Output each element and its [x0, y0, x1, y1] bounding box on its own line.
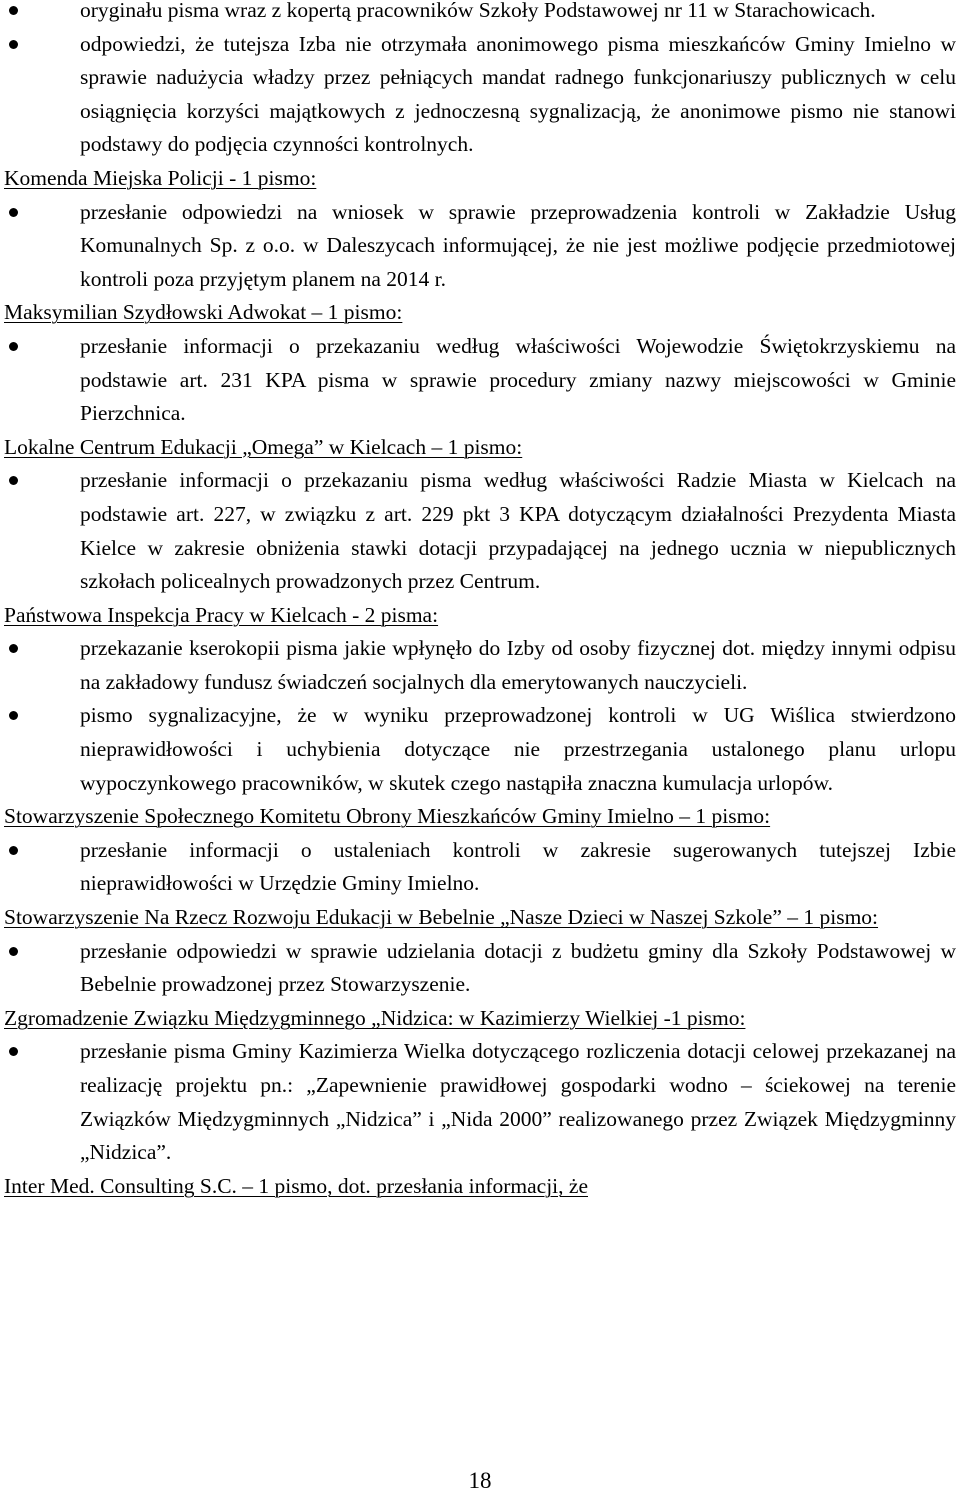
bullet-list	[4, 632, 956, 800]
section-heading: Inter Med. Consulting S.C. – 1 pismo, dot. przesłania informacji, że	[4, 1173, 588, 1198]
bullet-text: przesłanie informacji o ustaleniach kontroli w zakresie sugerowanych tutejszej Izbie nieprawidłowości w Urzędzie Gminy Imielno.	[80, 837, 956, 896]
section-heading: Komenda Miejska Policji - 1 pismo:	[4, 165, 317, 190]
bullet-text: przesłanie informacji o przekazaniu według właściwości Wojewodzie Świętokrzyskiemu na podstawie art. 231 KPA pisma w sprawie procedury zmiany nazwy miejscowości w Gminie Pierzchnica.	[80, 333, 956, 426]
bullet-item	[4, 0, 956, 28]
bullet-list	[4, 0, 956, 162]
bullet-item	[4, 699, 956, 800]
section-heading: Państwowa Inspekcja Pracy w Kielcach - 2 pisma:	[4, 602, 439, 627]
bullet-list	[4, 196, 956, 297]
section-heading: Stowarzyszenie Na Rzecz Rozwoju Edukacji w Bebelnie „Nasze Dzieci w Naszej Szkole” – 1 pismo:	[4, 905, 879, 930]
bullet-dot-icon	[9, 476, 18, 485]
bullet-text: przesłanie informacji o przekazaniu pisma według właściwości Radzie Miasta w Kielcach na podstawie art. 227, w związku z art. 229 pkt 3 KPA dotyczącym działalności Prezydenta Miasta Kielce w zakresie obniżenia stawki dotacji przypadającej na jednego ucznia w niepublicznych szkołach policealnych prowadzonych przez Centrum.	[80, 468, 956, 594]
bullet-text: przesłanie pisma Gminy Kazimierza Wielka dotyczącego rozliczenia dotacji celowej przekazanej na realizację projektu pn.: „Zapewnienie prawidłowej gospodarki wodno – ściekowej na terenie Związków Międzygminnych „Nidzica” i „Nida 2000” realizowanego przez Związek Międzygminny „Nidzica”.	[80, 1039, 956, 1165]
section-heading: Maksymilian Szydłowski Adwokat – 1 pismo:	[4, 300, 403, 325]
section-heading: Lokalne Centrum Edukacji „Omega” w Kielcach – 1 pismo:	[4, 434, 523, 459]
bullet-item	[4, 28, 956, 162]
bullet-dot-icon	[9, 208, 18, 217]
bullet-item	[4, 1035, 956, 1169]
bullet-list	[4, 330, 956, 431]
document-body	[4, 0, 956, 1203]
bullet-text: przesłanie odpowiedzi w sprawie udzielania dotacji z budżetu gminy dla Szkoły Podstawowej w Bebelnie prowadzonej przez Stowarzyszenie.	[80, 938, 956, 997]
bullet-dot-icon	[9, 40, 18, 49]
bullet-item	[4, 196, 956, 297]
bullet-item	[4, 935, 956, 1002]
bullet-list	[4, 464, 956, 598]
bullet-list	[4, 834, 956, 901]
bullet-dot-icon	[9, 1047, 18, 1056]
bullet-text: odpowiedzi, że tutejsza Izba nie otrzymała anonimowego pisma mieszkańców Gminy Imielno w sprawie nadużycia władzy przez pełniących mandat radnego funkcjonariuszy publicznych w celu osiągnięcia korzyści majątkowych z jednoczesną sygnalizacją, że anonimowe pismo nie stanowi podstawy do podjęcia czynności kontrolnych.	[80, 31, 956, 157]
bullet-item	[4, 632, 956, 699]
bullet-text: oryginału pisma wraz z kopertą pracowników Szkoły Podstawowej nr 11 w Starachowicach.	[80, 0, 876, 22]
bullet-item	[4, 834, 956, 901]
page-number: 18	[468, 1468, 492, 1493]
section-heading: Stowarzyszenie Społecznego Komitetu Obrony Mieszkańców Gminy Imielno – 1 pismo:	[4, 804, 771, 829]
bullet-text: przesłanie odpowiedzi na wniosek w sprawie przeprowadzenia kontroli w Zakładzie Usług Komunalnych Sp. z o.o. w Daleszycach informującej, że nie jest możliwe podjęcie przedmiotowej kontroli poza przyjętym planem na 2014 r.	[80, 199, 956, 291]
bullet-dot-icon	[9, 846, 18, 855]
bullet-dot-icon	[9, 644, 18, 653]
bullet-text: przekazanie kserokopii pisma jakie wpłynęło do Izby od osoby fizycznej dot. między innymi odpisu na zakładowy fundusz świadczeń socjalnych dla emerytowanych nauczycieli.	[80, 636, 956, 694]
bullet-dot-icon	[9, 711, 18, 720]
bullet-dot-icon	[9, 6, 18, 15]
bullet-dot-icon	[9, 947, 18, 956]
bullet-item	[4, 330, 956, 431]
bullet-item	[4, 464, 956, 598]
section-heading: Zgromadzenie Związku Międzygminnego „Nidzica: w Kazimierzy Wielkiej -1 pismo:	[4, 1005, 746, 1030]
bullet-text: pismo sygnalizacyjne, że w wyniku przeprowadzonej kontroli w UG Wiślica stwierdzono nieprawidłowości i uchybienia dotyczące nie przestrzegania ustalonego planu urlopu wypoczynkowego pracowników, w skutek czego nastąpiła znaczna kumulacja urlopów.	[80, 703, 956, 795]
bullet-list	[4, 1035, 956, 1169]
bullet-dot-icon	[9, 342, 18, 351]
bullet-list	[4, 935, 956, 1002]
